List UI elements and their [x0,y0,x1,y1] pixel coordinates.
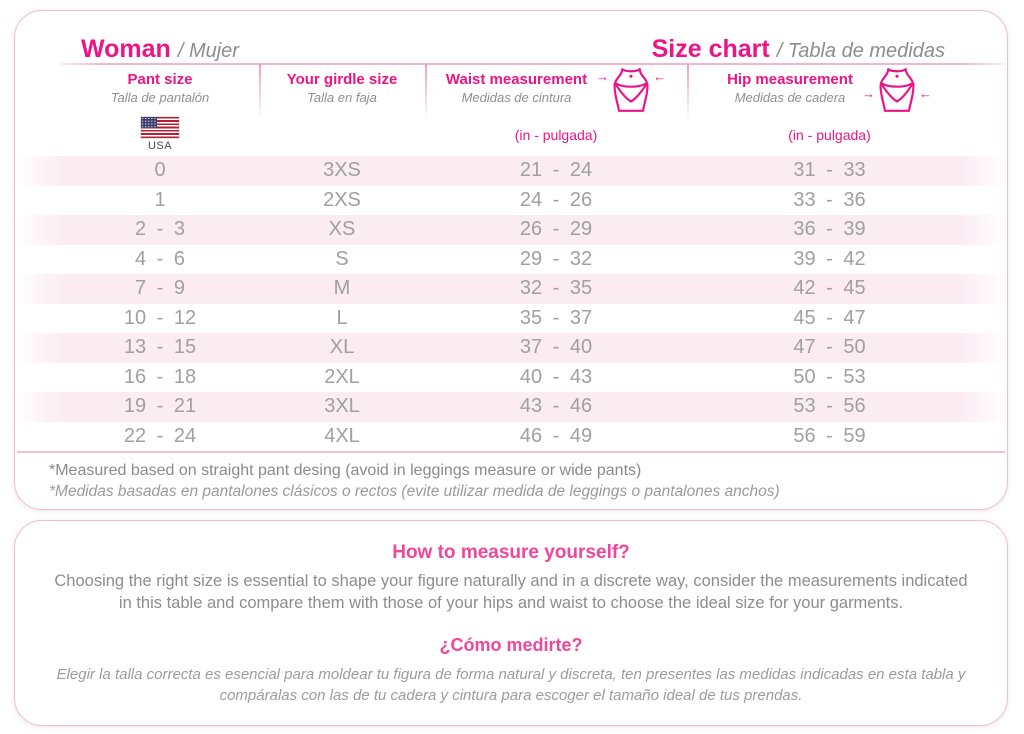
waist-cell: 21 - 24 [519,159,593,181]
hip-cell: 42 - 45 [793,277,866,299]
waist-unit-label: (in - pulgada) [514,127,598,143]
waist-cell: 29 - 32 [519,247,593,270]
header-separator [61,63,1004,65]
girdle-size-cell: M [333,277,351,299]
hip-cell: 56 - 59 [793,424,866,447]
footnote-spanish: *Medidas basadas en pantalones clásicos o rectos (evite utilizar medida de leggings o pantalones anchos) [49,483,780,500]
torso-waist-icon [611,67,651,113]
pant-size-cell: 10 - 12 [123,306,197,329]
how-to-measure-card [14,520,1008,726]
waist-cell: 40 - 43 [519,365,593,388]
pant-size-cell: 2 - 3 [134,218,186,240]
usa-flag-label: USA [147,140,173,152]
hip-subtitle: Medidas de cadera [734,90,846,105]
waist-subtitle: Medidas de cintura [461,90,572,105]
pant-size-title: Pant size [127,71,193,88]
table-row [15,333,1007,363]
waist-cell: 37 - 40 [519,336,593,358]
hip-cell: 45 - 47 [793,306,866,329]
table-row [15,363,1007,393]
table-row [15,422,1007,452]
hip-cell: 31 - 33 [793,159,866,181]
measure-body-english: Choosing the right size is essential to shape your figure naturally and in a discrete way, consider the measurements indicated in this table and compare them with those of your hips and waist to choose the ideal size for your garments. [54,572,968,612]
table-bottom-line [17,451,1005,453]
girdle-size-cell: 4XL [324,424,360,447]
torso-hip-icon [877,67,917,113]
waist-cell: 26 - 29 [519,218,593,240]
waist-cell: 43 - 46 [519,395,593,417]
table-row [15,186,1007,216]
size-chart-card [14,10,1008,510]
hip-cell: 36 - 39 [793,218,866,240]
size-chart-title-text: Size chart [651,35,770,63]
footnote-english: *Measured based on straight pant desing (avoid in leggings measure or wide pants) [49,462,642,479]
girdle-size-cell: 2XS [323,188,361,211]
arrow-right-icon: → [596,69,610,84]
table-row [15,215,1007,245]
size-chart-subtitle-text: / Tabla de medidas [776,40,945,62]
hip-title: Hip measurement [727,71,853,88]
hip-cell: 53 - 56 [793,395,866,417]
usa-flag-icon [141,117,179,138]
waist-cell: 32 - 35 [519,277,593,299]
girdle-size-cell: S [335,247,349,270]
hip-cell: 47 - 50 [793,336,866,358]
waist-cell: 35 - 37 [519,306,593,329]
usa-flag-block [61,117,259,152]
pant-size-cell: 19 - 21 [123,395,197,417]
pant-size-cell: 4 - 6 [134,247,186,270]
girdle-size-subtitle: Talla en faja [307,90,377,105]
hip-unit-label: (in - pulgada) [788,127,871,143]
hip-measurement-icon [862,67,932,113]
measure-title-english: How to measure yourself? [392,542,630,563]
waist-title: Waist measurement [445,71,588,88]
waist-cell: 46 - 49 [519,424,593,447]
column-header-girdle-size [259,71,425,106]
waist-measurement-icon [596,67,666,113]
arrow-left-icon: ← [653,69,667,84]
girdle-size-cell: L [336,306,348,329]
column-header-waist [425,71,687,143]
table-row [15,156,1007,186]
pant-size-cell: 7 - 9 [134,277,186,299]
woman-title [81,35,239,64]
girdle-size-cell: 3XL [324,395,360,417]
girdle-size-title: Your girdle size [286,71,398,88]
girdle-size-cell: 2XL [324,365,360,388]
girdle-size-cell: XL [329,336,355,358]
size-table-body [15,156,1007,451]
waist-cell: 24 - 26 [519,188,593,211]
table-row [15,245,1007,275]
arrow-right-icon: → [861,86,875,101]
girdle-size-cell: 3XS [323,159,361,181]
hip-cell: 33 - 36 [793,188,866,211]
hip-cell: 50 - 53 [793,365,866,388]
pant-size-cell: 13 - 15 [123,336,197,358]
hip-cell: 39 - 42 [793,247,866,270]
pant-size-cell: 22 - 24 [123,424,197,447]
pant-size-cell: 0 [154,159,166,181]
column-header-pant-size [61,71,259,152]
table-row [15,274,1007,304]
woman-subtitle-text: / Mujer [177,40,239,62]
girdle-size-cell: XS [328,218,356,240]
arrow-left-icon: ← [918,86,932,101]
measure-body-spanish: Elegir la talla correcta es esencial para moldear tu figura de forma natural y discreta, ten presentes las medidas indicadas en esta tabla y compáralas con las de tu cadera y cintura para escoger el tamaño ideal de tus prendas. [56,666,966,704]
table-row [15,392,1007,422]
pant-size-cell: 16 - 18 [123,365,197,388]
column-header-hip [687,71,972,143]
pant-size-cell: 1 [154,188,166,211]
size-chart-title [652,35,945,64]
woman-title-text: Woman [81,35,171,63]
pant-size-subtitle: Talla de pantalón [110,90,210,105]
table-row [15,304,1007,334]
measure-title-spanish: ¿Cómo medirte? [439,635,583,655]
